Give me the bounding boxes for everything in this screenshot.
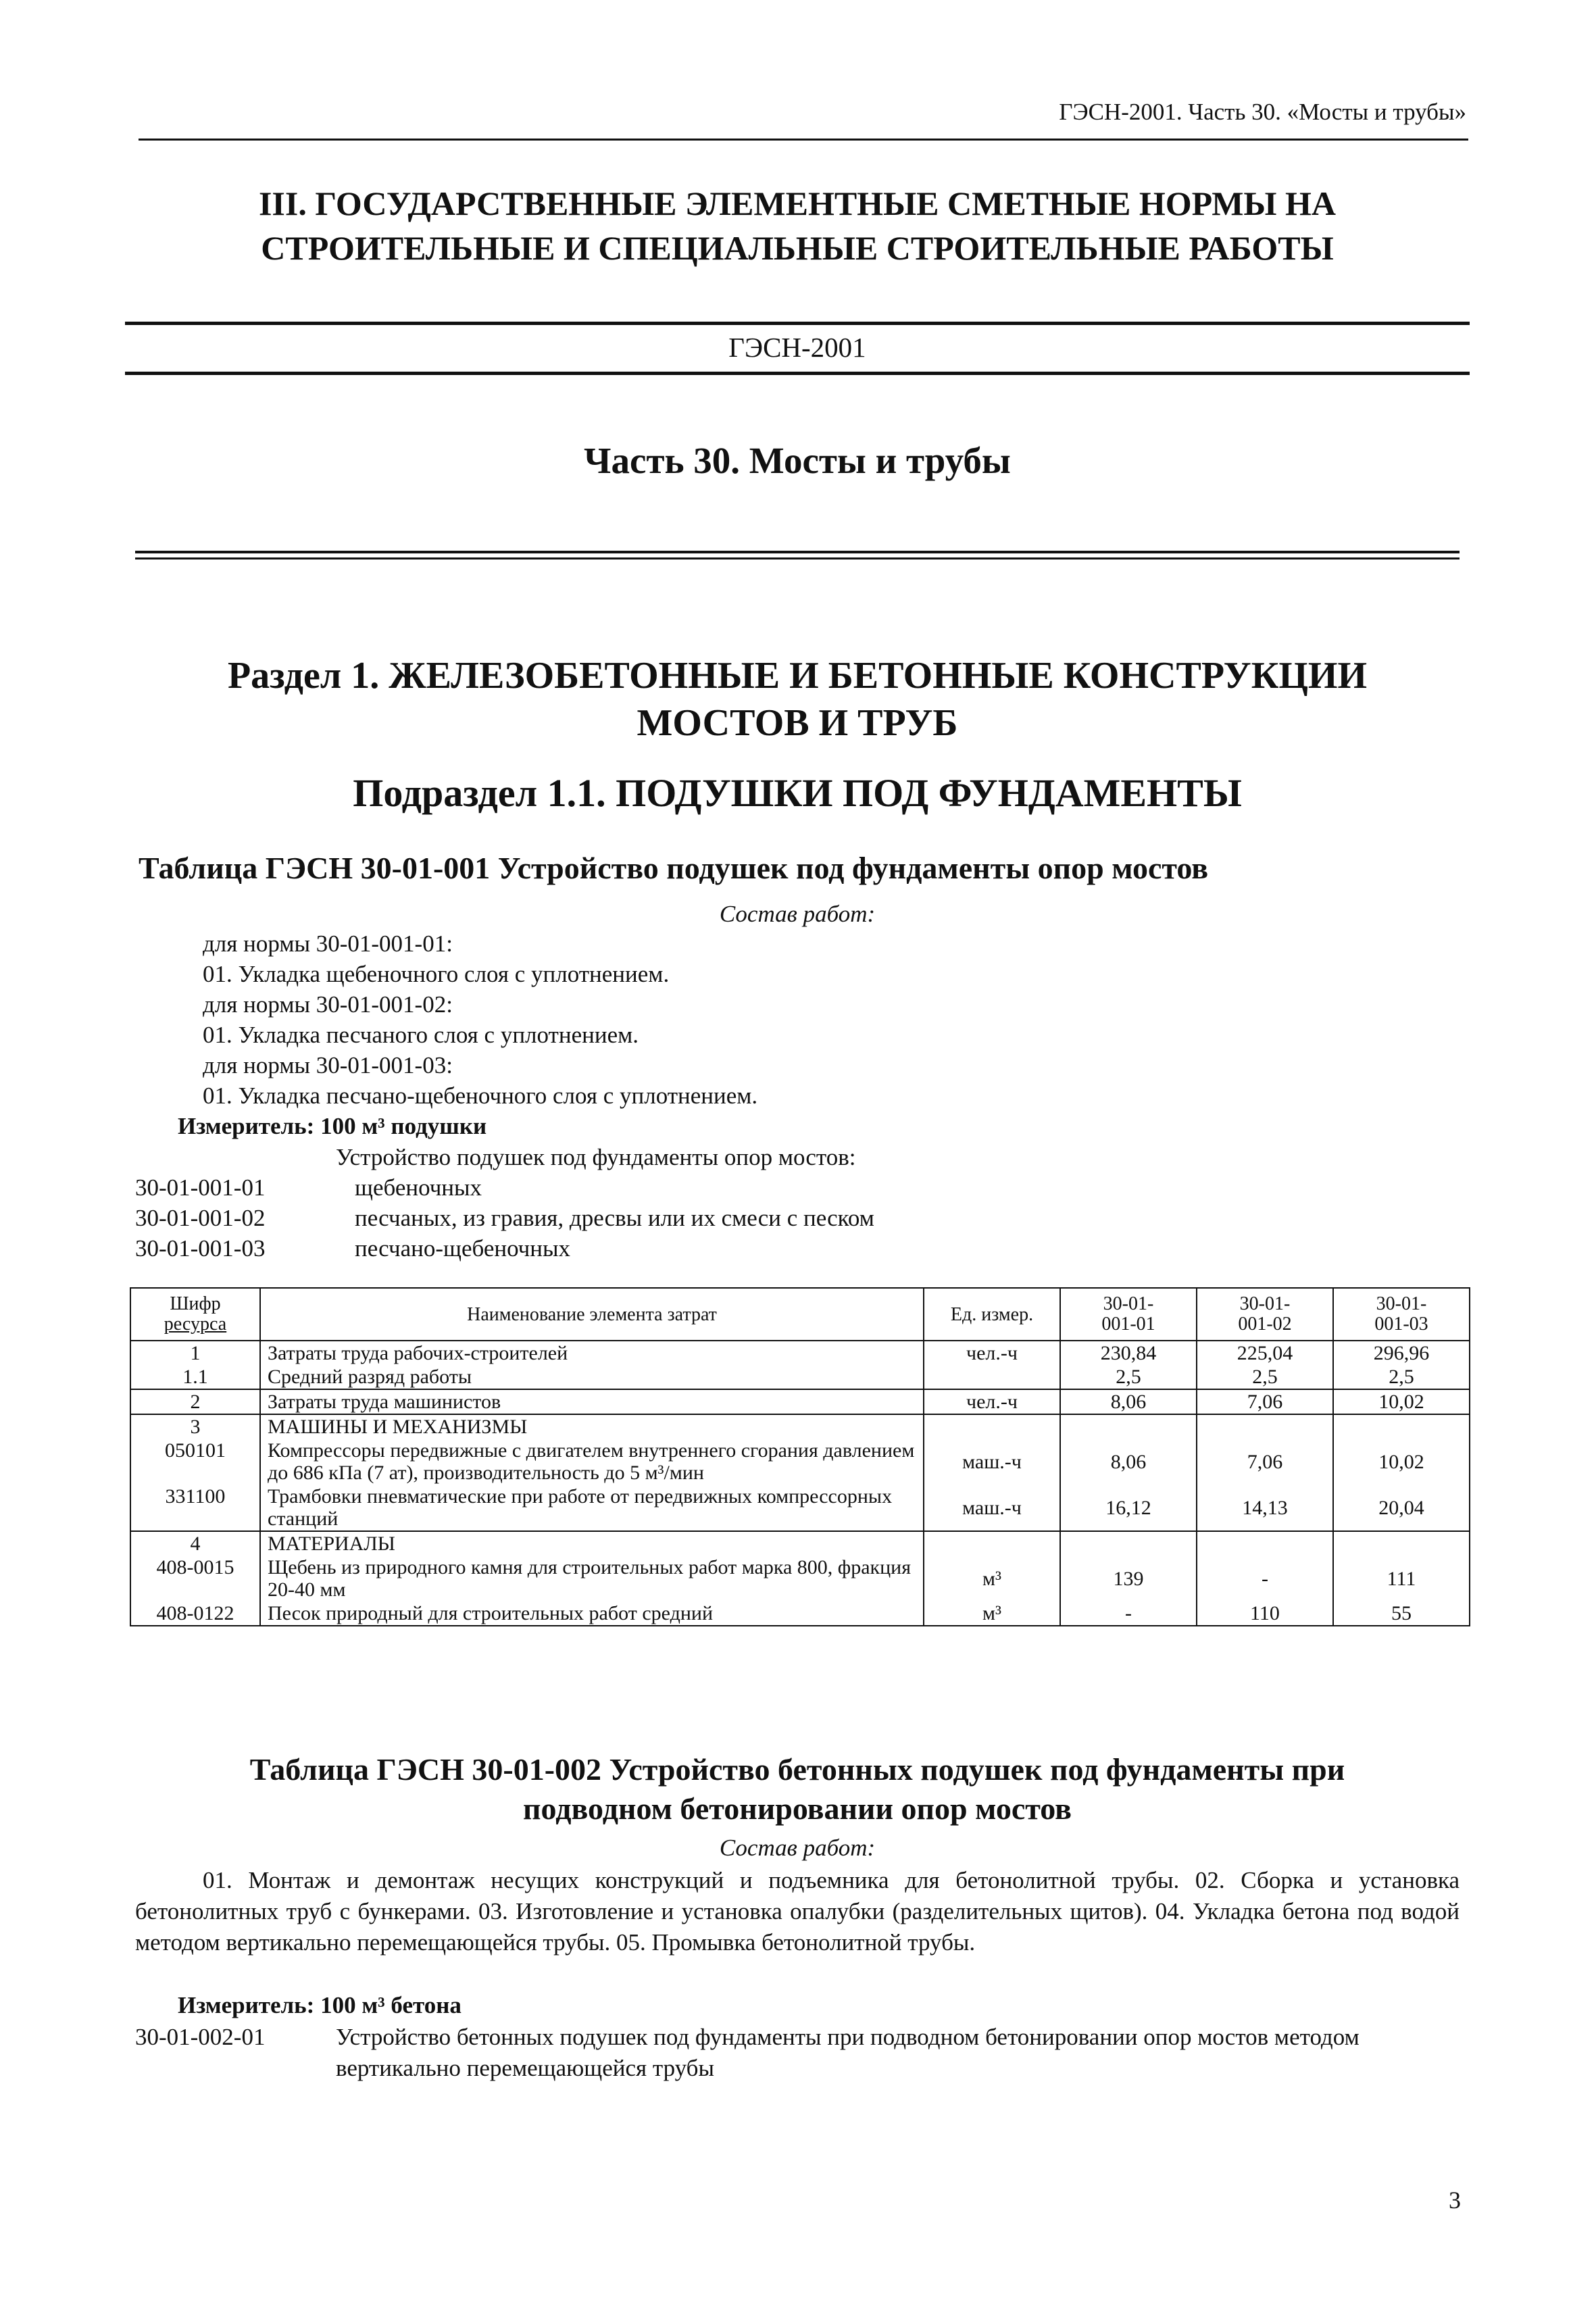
table2-measure: Измеритель: 100 м³ бетона xyxy=(178,1992,462,2018)
cell-unit: чел.-ч xyxy=(924,1341,1060,1365)
cell-v1: 8,06 xyxy=(1060,1439,1197,1485)
table2-norm-code: 30-01-002-01 xyxy=(135,2024,266,2050)
table2-title-line-2: подводном бетонировании опор мостов xyxy=(523,1791,1072,1826)
table2-title xyxy=(135,1750,1460,1828)
work-line: для нормы 30-01-001-02: xyxy=(203,991,453,1018)
cell-name: Средний разряд работы xyxy=(260,1365,924,1389)
table-header-row xyxy=(130,1288,1470,1341)
cell-name: Щебень из природного камня для строительных работ марка 800, фракция 20-40 мм xyxy=(260,1555,924,1601)
cell-unit xyxy=(924,1531,1060,1555)
header-name: Наименование элемента затрат xyxy=(260,1288,924,1341)
header-unit: Ед. измер. xyxy=(924,1288,1060,1341)
norm-code: 30-01-001-02 xyxy=(135,1205,266,1231)
cell-v2: 2,5 xyxy=(1197,1365,1333,1389)
norm-code: 30-01-001-03 xyxy=(135,1235,266,1262)
part-rule-1 xyxy=(135,551,1460,553)
main-title-line-1: III. ГОСУДАРСТВЕННЫЕ ЭЛЕМЕНТНЫЕ СМЕТНЫЕ НОРМЫ НА xyxy=(258,184,1337,222)
cell-v1: - xyxy=(1060,1601,1197,1626)
page-number: 3 xyxy=(1449,2187,1461,2214)
norm-name: песчаных, из гравия, дресвы или их смеси с песком xyxy=(355,1205,874,1231)
resource-table xyxy=(130,1287,1470,1626)
table1-title: Таблица ГЭСН 30-01-001 Устройство подушек под фундаменты опор мостов xyxy=(139,851,1209,885)
work-line: 01. Укладка щебеночного слоя с уплотнением. xyxy=(203,961,670,987)
table-row xyxy=(130,1555,1470,1601)
cell-v1: 2,5 xyxy=(1060,1365,1197,1389)
main-title xyxy=(135,181,1460,270)
cell-name: МАТЕРИАЛЫ xyxy=(260,1531,924,1555)
main-title-line-2: СТРОИТЕЛЬНЫЕ И СПЕЦИАЛЬНЫЕ СТРОИТЕЛЬНЫЕ РАБОТЫ xyxy=(261,229,1334,267)
cell-unit: м³ xyxy=(924,1555,1060,1601)
section-title xyxy=(135,652,1460,747)
norm-code: 30-01-001-01 xyxy=(135,1174,266,1201)
norm-name: песчано-щебеночных xyxy=(355,1235,571,1262)
cell-v3: 10,02 xyxy=(1333,1389,1470,1414)
cell-code: 331100 xyxy=(130,1485,260,1531)
cell-v1: 230,84 xyxy=(1060,1341,1197,1365)
cell-v2: 110 xyxy=(1197,1601,1333,1626)
header-col-2: 30-01- 001-02 xyxy=(1197,1288,1333,1341)
cell-v3: 55 xyxy=(1333,1601,1470,1626)
table-row xyxy=(130,1365,1470,1389)
table-row xyxy=(130,1439,1470,1485)
table-row xyxy=(130,1531,1470,1555)
cell-unit: чел.-ч xyxy=(924,1389,1060,1414)
rule-bottom xyxy=(125,372,1470,375)
cell-unit xyxy=(924,1414,1060,1439)
cell-v1 xyxy=(1060,1414,1197,1439)
work-line: для нормы 30-01-001-03: xyxy=(203,1052,453,1078)
table2-norm-name: Устройство бетонных подушек под фундаменты при подводном бетонировании опор мостов методом вертикально перемещающейся трубы xyxy=(336,2024,1360,2081)
norm-name: щебеночных xyxy=(355,1174,482,1201)
cell-name: Затраты труда машинистов xyxy=(260,1389,924,1414)
cell-v1: 16,12 xyxy=(1060,1485,1197,1531)
table2-work-label: Состав работ: xyxy=(719,1835,876,1861)
header-col-1: 30-01- 001-01 xyxy=(1060,1288,1197,1341)
part-rule-2 xyxy=(135,557,1460,559)
table-row xyxy=(130,1485,1470,1531)
work-line: 01. Укладка песчано-щебеночного слоя с уплотнением. xyxy=(203,1082,758,1109)
cell-v3: 296,96 xyxy=(1333,1341,1470,1365)
cell-v1: 139 xyxy=(1060,1555,1197,1601)
cell-v3: 2,5 xyxy=(1333,1365,1470,1389)
cell-code: 3 xyxy=(130,1414,260,1439)
section-title-line-1: Раздел 1. ЖЕЛЕЗОБЕТОННЫЕ И БЕТОННЫЕ КОНСТРУКЦИИ xyxy=(227,655,1368,697)
cell-v3 xyxy=(1333,1414,1470,1439)
table1-measure: Измеритель: 100 м³ подушки xyxy=(178,1113,487,1139)
table-row xyxy=(130,1601,1470,1626)
cell-name: Трамбовки пневматические при работе от передвижных компрессорных станций xyxy=(260,1485,924,1531)
cell-code: 1.1 xyxy=(130,1365,260,1389)
work-line: 01. Укладка песчаного слоя с уплотнением. xyxy=(203,1022,639,1048)
cell-name: Затраты труда рабочих-строителей xyxy=(260,1341,924,1365)
table2-work-text: 01. Монтаж и демонтаж несущих конструкций и подъемника для бетонолитной трубы. 02. Сборка и установка бетонолитных труб с бункерами. 03. Изготовление и установка опалубки (разделительных щитов). 04. Укладка бетона под водой методом вертикально перемещающейся трубы. 05. Промывка бетонолитной трубы. xyxy=(135,1867,1460,1956)
cell-code: 1 xyxy=(130,1341,260,1365)
running-header: ГЭСН-2001. Часть 30. «Мосты и трубы» xyxy=(1059,99,1466,125)
cell-v1 xyxy=(1060,1531,1197,1555)
cell-v2: 225,04 xyxy=(1197,1341,1333,1365)
cell-code: 050101 xyxy=(130,1439,260,1485)
gesn-label: ГЭСН-2001 xyxy=(728,332,866,363)
table2-title-line-1: Таблица ГЭСН 30-01-002 Устройство бетонных подушек под фундаменты при xyxy=(249,1752,1345,1787)
cell-v2: 7,06 xyxy=(1197,1439,1333,1485)
work-line: для нормы 30-01-001-01: xyxy=(203,930,453,957)
cell-v3: 111 xyxy=(1333,1555,1470,1601)
cell-code: 4 xyxy=(130,1531,260,1555)
cell-v2: - xyxy=(1197,1555,1333,1601)
cell-v2 xyxy=(1197,1414,1333,1439)
cell-v2 xyxy=(1197,1531,1333,1555)
table1-norms-intro: Устройство подушек под фундаменты опор мостов: xyxy=(336,1144,856,1170)
table1-work-label: Состав работ: xyxy=(719,901,876,927)
table-row xyxy=(130,1341,1470,1365)
section-title-line-2: МОСТОВ И ТРУБ xyxy=(637,702,958,744)
cell-v3 xyxy=(1333,1531,1470,1555)
cell-v2: 14,13 xyxy=(1197,1485,1333,1531)
cell-unit xyxy=(924,1365,1060,1389)
cell-name: Компрессоры передвижные с двигателем внутреннего сгорания давлением до 686 кПа (7 ат), производительность до 5 м³/мин xyxy=(260,1439,924,1485)
cell-v1: 8,06 xyxy=(1060,1389,1197,1414)
cell-code: 408-0122 xyxy=(130,1601,260,1626)
cell-unit: маш.-ч xyxy=(924,1439,1060,1485)
cell-v3: 10,02 xyxy=(1333,1439,1470,1485)
header-col-3: 30-01- 001-03 xyxy=(1333,1288,1470,1341)
cell-name: МАШИНЫ И МЕХАНИЗМЫ xyxy=(260,1414,924,1439)
cell-code: 408-0015 xyxy=(130,1555,260,1601)
table-row xyxy=(130,1389,1470,1414)
cell-v2: 7,06 xyxy=(1197,1389,1333,1414)
cell-unit: м³ xyxy=(924,1601,1060,1626)
cell-v3: 20,04 xyxy=(1333,1485,1470,1531)
header-rule xyxy=(139,139,1468,141)
cell-name: Песок природный для строительных работ средний xyxy=(260,1601,924,1626)
cell-code: 2 xyxy=(130,1389,260,1414)
part-title: Часть 30. Мосты и трубы xyxy=(584,440,1011,481)
table-row xyxy=(130,1414,1470,1439)
subsection-title: Подраздел 1.1. ПОДУШКИ ПОД ФУНДАМЕНТЫ xyxy=(353,771,1242,815)
header-code: Шифр ресурса xyxy=(130,1288,260,1341)
cell-unit: маш.-ч xyxy=(924,1485,1060,1531)
rule-top xyxy=(125,322,1470,325)
